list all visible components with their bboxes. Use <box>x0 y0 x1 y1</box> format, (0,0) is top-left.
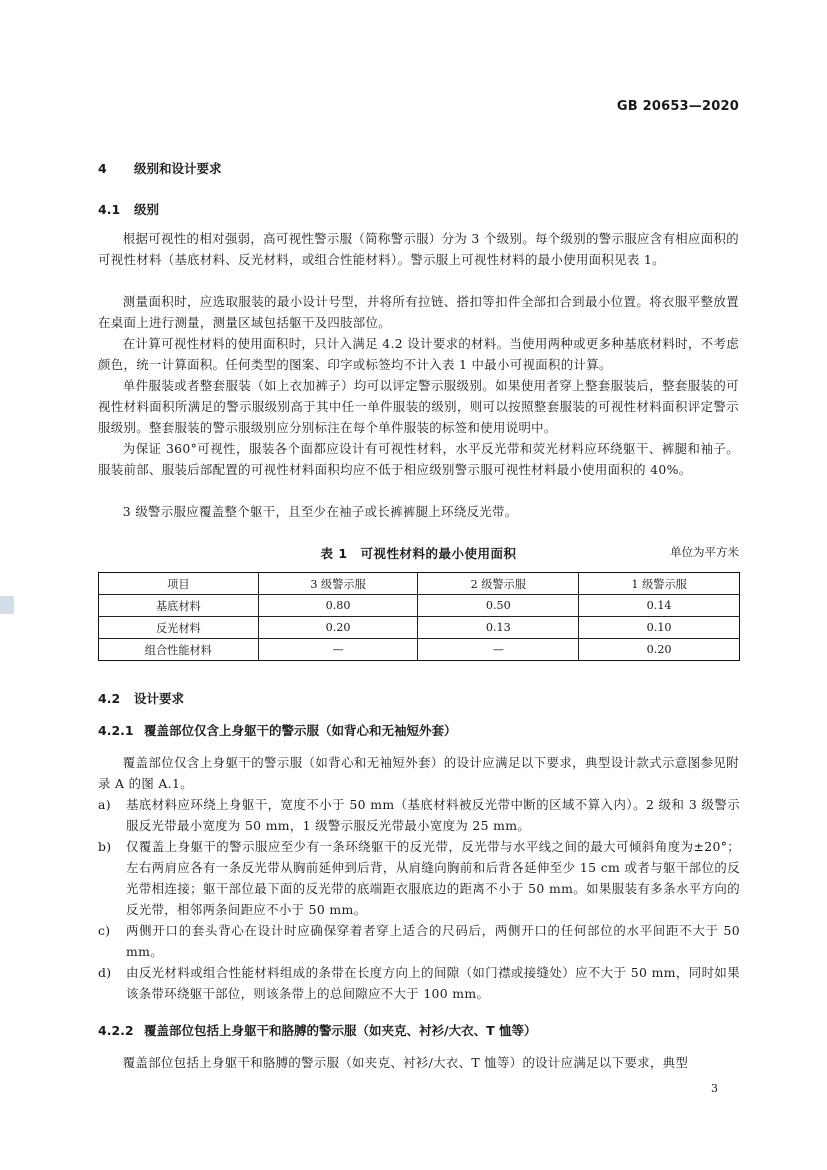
table-caption-row <box>98 544 739 562</box>
list-marker: a) <box>98 797 111 812</box>
section-4-2-heading <box>98 689 184 707</box>
table-cell: 组合性能材料 <box>99 639 259 661</box>
watermark-mark <box>0 596 14 614</box>
table-cell: 0.80 <box>258 595 418 617</box>
list-marker: c) <box>98 923 111 938</box>
table-cell: 0.14 <box>579 595 740 617</box>
section-4-number: 4 <box>98 161 107 176</box>
table-header-cell: 2 级警示服 <box>418 573 579 595</box>
table-header-row <box>99 573 740 595</box>
paragraph: 3 级警示服应覆盖整个躯干，且至少在袖子或长裤裤腿上环绕反光带。 <box>122 504 518 519</box>
list-item-text: 仅覆盖上身躯干的警示服应至少有一条环绕躯干的反光带，反光带与水平线之间的最大可倾斜角度为±20°；左右两肩应各有一条反光带从胸前延伸到后背，从肩缝向胸前和后背各延伸至少 15 cm 或者与躯干部位的反光带相连接；躯干部位最下面的反光带的底端距衣服底边的距离不小于 50 mm。如果服装有多条水平方向的反光带，相邻两条间距应不小于 50 mm。 <box>126 839 740 917</box>
table-cell: 0.10 <box>579 617 740 639</box>
section-4-2-2-title: 覆盖部位包括上身躯干和胳膊的警示服（如夹克、衬衫/大衣、T 恤等） <box>144 1023 537 1038</box>
section-4-2-1-title: 覆盖部位仅含上身躯干的警示服（如背心和无袖短外套） <box>144 723 457 738</box>
paragraph: 在计算可视性材料的使用面积时，只计入满足 4.2 设计要求的材料。当使用两种或更多种基底材料时，不考虑颜色，统一计算面积。任何类型的图案、印字或标签均不计入表 1 中最小可视面积的计算。 <box>98 336 739 372</box>
table-header-cell: 1 级警示服 <box>579 573 740 595</box>
section-4-heading <box>98 159 222 177</box>
table-row <box>99 595 740 617</box>
paragraph: 覆盖部位仅含上身躯干的警示服（如背心和无袖短外套）的设计应满足以下要求，典型设计款式示意图参见附录 A 的图 A.1。 <box>98 755 739 791</box>
list-item <box>98 794 740 836</box>
table-cell: 0.20 <box>579 639 740 661</box>
min-area-table <box>98 572 740 661</box>
section-4-1-title: 级别 <box>134 202 160 217</box>
section-4-2-2-number: 4.2.2 <box>98 1023 134 1038</box>
list-item <box>98 920 740 962</box>
section-4-2-number: 4.2 <box>98 691 121 706</box>
section-4-2-title: 设计要求 <box>134 691 185 706</box>
section-4-2-2-heading <box>98 1021 536 1039</box>
section-4-2-1-heading <box>98 721 457 739</box>
table-cell: 反光材料 <box>99 617 259 639</box>
section-4-1-number: 4.1 <box>98 202 121 217</box>
standard-id: GB 20653—2020 <box>616 99 739 114</box>
section-4-2-1-number: 4.2.1 <box>98 723 134 738</box>
list-item-text: 基底材料应环绕上身躯干，宽度不小于 50 mm（基底材料被反光带中断的区域不算入内）。2 级和 3 级警示服反光带最小宽度为 50 mm，1 级警示服反光带最小宽度为 25 mm。 <box>126 797 740 833</box>
table-unit: 单位为平方米 <box>670 545 739 559</box>
paragraph: 测量面积时，应选取服装的最小设计号型，并将所有拉链、搭扣等扣件全部扣合到最小位置。将衣服平整放置在桌面上进行测量，测量区域包括躯干及四肢部位。 <box>98 294 739 330</box>
table-cell: 基底材料 <box>99 595 259 617</box>
page-number: 3 <box>711 1082 718 1095</box>
table-row <box>99 639 740 661</box>
list-marker: b) <box>98 839 112 854</box>
list-item-text: 两侧开口的套头背心在设计时应确保穿着者穿上适合的尺码后，两侧开口的任何部位的水平间距不大于 50 mm。 <box>126 923 740 959</box>
list-item <box>98 836 740 920</box>
section-4-title: 级别和设计要求 <box>134 161 222 176</box>
list-item <box>98 962 740 1004</box>
paragraph: 单件服装或者整套服装（如上衣加裤子）均可以评定警示服级别。如果使用者穿上整套服装后，整套服装的可视性材料面积所满足的警示服级别高于其中任一单件服装的级别，则可以按照整套服装的可视性材料面积评定警示服级别。整套服装的警示服级别应分别标注在每个单件服装的标签和使用说明中。 <box>98 378 739 435</box>
paragraph: 覆盖部位包括上身躯干和胳膊的警示服（如夹克、衬衫/大衣、T 恤等）的设计应满足以下要求，典型 <box>122 1055 689 1070</box>
table-cell: 0.50 <box>418 595 579 617</box>
table-caption: 表 1 可视性材料的最小使用面积 <box>320 546 517 561</box>
list-item-text: 由反光材料或组合性能材料组成的条带在长度方向上的间隙（如门襟或接缝处）应不大于 50 mm，同时如果该条带环绕躯干部位，则该条带上的总间隙应不大于 100 mm。 <box>126 965 740 1001</box>
table-cell: 0.20 <box>258 617 418 639</box>
section-4-1-heading <box>98 200 159 218</box>
table-cell: — <box>258 639 418 661</box>
table-cell: — <box>418 639 579 661</box>
table-header-cell: 3 级警示服 <box>258 573 418 595</box>
table-cell: 0.13 <box>418 617 579 639</box>
table-header-cell: 项目 <box>99 573 259 595</box>
list-marker: d) <box>98 965 112 980</box>
table-row <box>99 617 740 639</box>
paragraph: 根据可视性的相对强弱，高可视性警示服（简称警示服）分为 3 个级别。每个级别的警示服应含有相应面积的可视性材料（基底材料、反光材料，或组合性能材料）。警示服上可视性材料的最小使用面积见表 1。 <box>98 231 739 267</box>
paragraph: 为保证 360°可视性，服装各个面都应设计有可视性材料，水平反光带和荧光材料应环绕躯干、裤腿和袖子。服装前部、服装后部配置的可视性材料面积均应不低于相应级别警示服可视性材料最小使用面积的 40%。 <box>98 441 739 477</box>
